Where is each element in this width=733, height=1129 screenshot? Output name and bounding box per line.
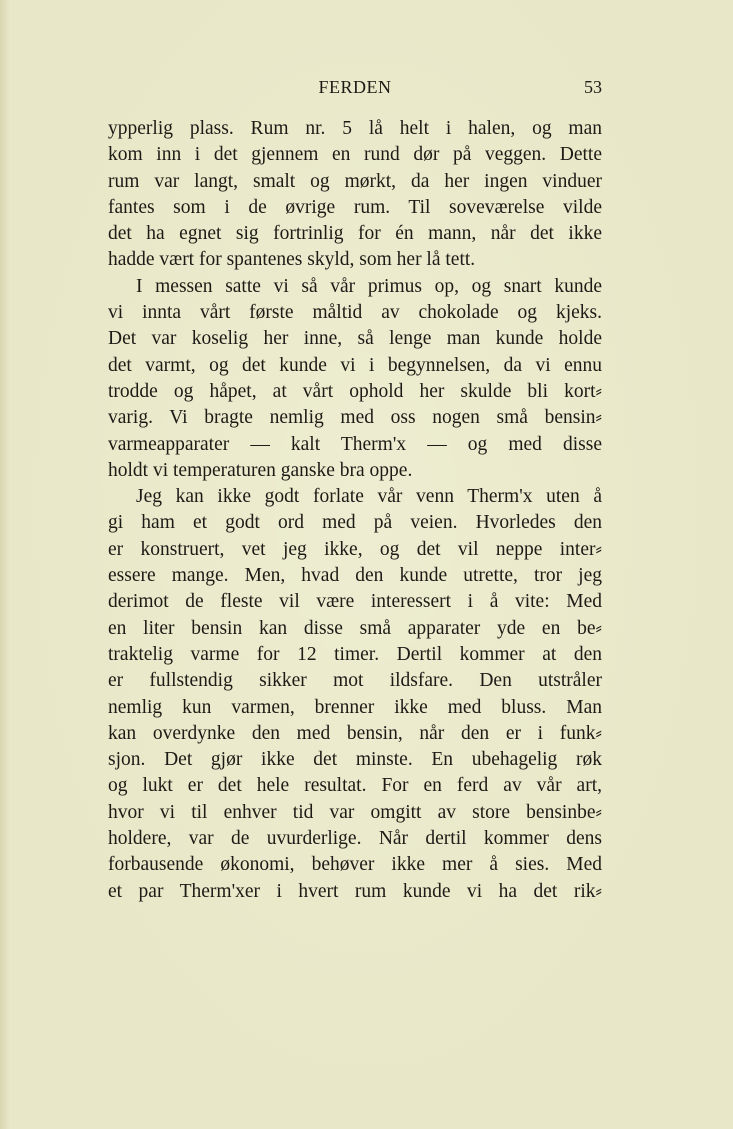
text-line: det ha egnet sig fortrinlig for én mann, når det ikke xyxy=(108,223,602,245)
text-line: hvor vi til enhver tid var omgitt av store bensinbe⸗ xyxy=(108,801,602,823)
text-line: det varmt, og det kunde vi i begynnelsen, da vi ennu xyxy=(108,354,602,376)
text-line: forbausende økonomi, behøver ikke mer å sies. Med xyxy=(108,854,602,876)
text-line: ypperlig plass. Rum nr. 5 lå helt i halen, og man xyxy=(108,118,602,139)
page-binding-edge xyxy=(0,0,9,1129)
text-line: holdt vi temperaturen ganske bra oppe. xyxy=(108,459,413,481)
paragraph-start-line: I messen satte vi så vår primus op, og snart kunde xyxy=(136,275,602,297)
text-line: og lukt er det hele resultat. For en ferd av vår art, xyxy=(108,775,602,797)
text-line: essere mange. Men, hvad den kunde utrette, tror jeg xyxy=(108,565,602,587)
text-line: derimot de fleste vil være interessert i å vite: Med xyxy=(108,591,602,613)
text-line: trodde og håpet, at vårt ophold her skulde bli kort⸗ xyxy=(108,380,602,402)
text-line: gi ham et godt ord med på veien. Hvorledes den xyxy=(108,512,602,534)
text-line: hadde vært for spantenes skyld, som her lå tett. xyxy=(108,249,476,271)
page-header xyxy=(108,73,602,103)
text-line: et par Therm'xer i hvert rum kunde vi ha det rik⸗ xyxy=(108,880,602,902)
text-line: rum var langt, smalt og mørkt, da her ingen vinduer xyxy=(108,170,602,192)
body-text xyxy=(108,116,602,905)
page-number: 53 xyxy=(584,77,602,97)
text-line: sjon. Det gjør ikke det minste. En ubehagelig røk xyxy=(108,749,602,771)
text-line: Det var koselig her inne, så lenge man kunde holde xyxy=(108,328,602,350)
text-line: er fullstendig sikker mot ildsfare. Den utstråler xyxy=(108,670,602,692)
text-line: traktelig varme for 12 timer. Dertil kommer at den xyxy=(108,643,602,665)
text-line: varmeapparater — kalt Therm'x — og med disse xyxy=(108,433,602,455)
text-line: varig. Vi bragte nemlig med oss nogen små bensin⸗ xyxy=(108,407,602,429)
text-line: kom inn i det gjennem en rund dør på veggen. Dette xyxy=(108,144,602,166)
text-line: fantes som i de øvrige rum. Til soveværelse vilde xyxy=(108,196,602,218)
text-line: holdere, var de uvurderlige. Når dertil kommer dens xyxy=(108,828,602,850)
text-line: er konstruert, vet jeg ikke, og det vil neppe inter⸗ xyxy=(108,538,602,560)
paragraph-start-line: Jeg kan ikke godt forlate vår venn Therm'x uten å xyxy=(136,486,602,508)
running-title: FERDEN xyxy=(318,77,392,97)
text-line: kan overdynke den med bensin, når den er i funk⸗ xyxy=(108,722,602,744)
text-line: vi innta vårt første måltid av chokolade og kjeks. xyxy=(108,302,602,324)
text-line: nemlig kun varmen, brenner ikke med bluss. Man xyxy=(108,696,602,718)
text-line: en liter bensin kan disse små apparater yde en be⸗ xyxy=(108,617,602,639)
